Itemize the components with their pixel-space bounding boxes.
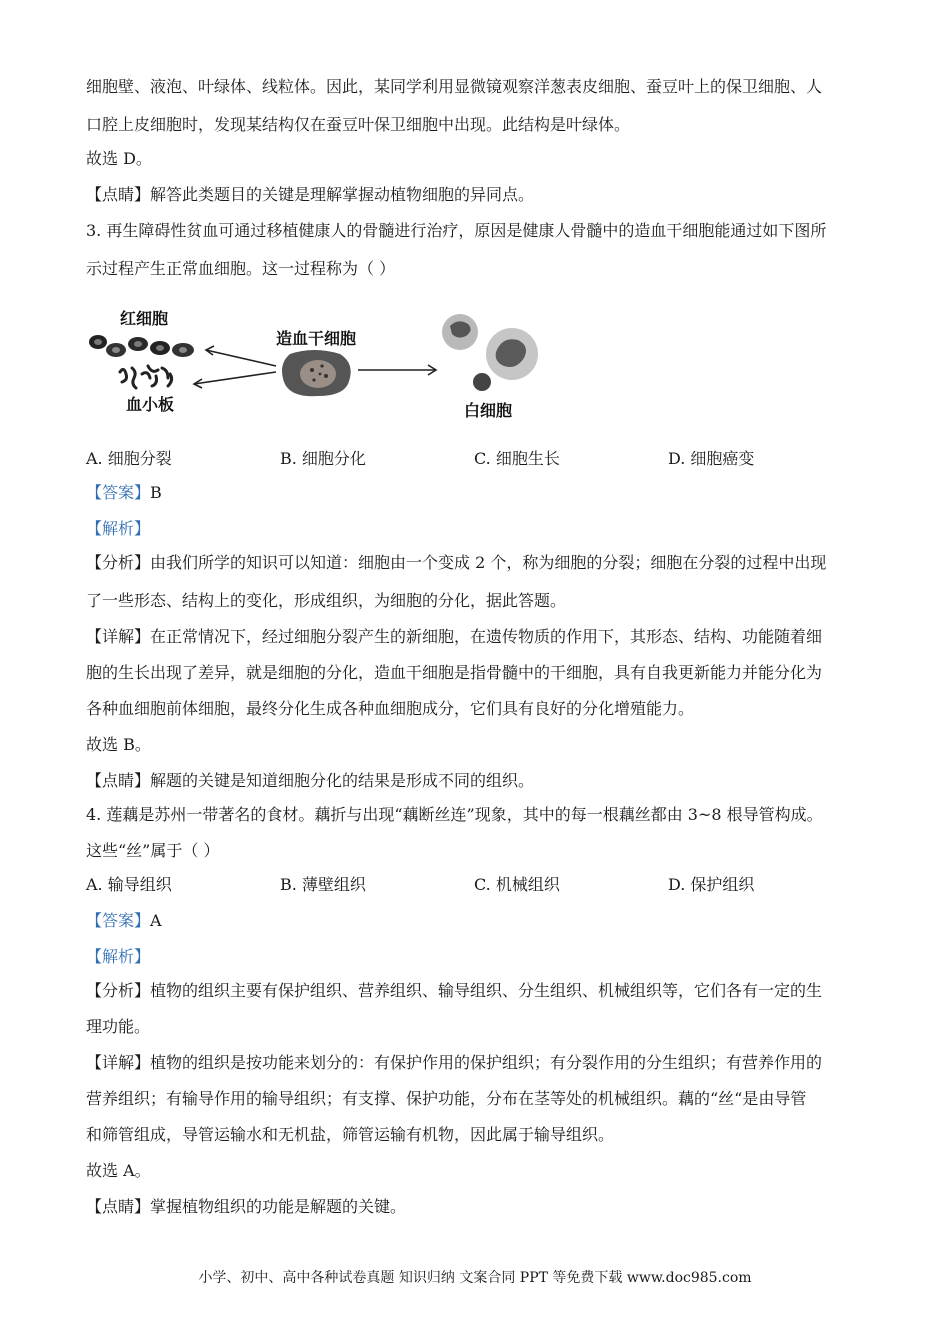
xiangjie-tag: 【详解】 <box>86 627 151 646</box>
text-line: 营养组织；有输导作用的输导组织；有支撑、保护功能，分布在茎等处的机械组织。藕的“丝“是由导管 <box>86 1089 807 1108</box>
dianjing-text: 解答此类题目的关键是理解掌握动植物细胞的异同点。 <box>150 185 535 204</box>
fenxi-text: 由我们所学的知识可以知道：细胞由一个变成 2 个，称为细胞的分裂；细胞在分裂的过程中出现 <box>150 553 827 572</box>
q3-answer-line <box>86 482 162 504</box>
q3-xiangjie-line <box>86 626 822 648</box>
question-4-stem: 4. 莲藕是苏州一带著名的食材。藕折与出现“藕断丝连”现象，其中的每一根藕丝都由 3~8 根导管构成。 <box>86 805 823 824</box>
question-3-stem: 示过程产生正常血细胞。这一过程称为（ ） <box>86 259 396 278</box>
xiangjie-text: 植物的组织是按功能来划分的：有保护作用的保护组织；有分裂作用的分生组织；有营养作用的 <box>150 1053 823 1072</box>
dianjing-text: 掌握植物组织的功能是解题的关键。 <box>150 1197 407 1216</box>
blood-cell-differentiation-figure <box>86 304 556 434</box>
q3-dianjing-line <box>86 770 534 792</box>
answer-tag: 【答案】 <box>86 911 151 930</box>
text-line: 故选 D。 <box>86 149 152 168</box>
fenxi-tag: 【分析】 <box>86 981 151 1000</box>
dianjing-tag: 【点睛】 <box>86 1197 151 1216</box>
q3-option-a: A. 细胞分裂 <box>86 449 172 468</box>
answer-tag: 【答案】 <box>86 483 151 502</box>
q4-option-a: A. 输导组织 <box>86 875 172 894</box>
dianjing-line <box>86 184 534 206</box>
q4-option-c: C. 机械组织 <box>474 875 560 894</box>
text-line: 口腔上皮细胞时，发现某结构仅在蚕豆叶保卫细胞中出现。此结构是叶绿体。 <box>86 115 631 134</box>
label-red-cell: 红细胞 <box>120 309 169 328</box>
page-footer: 小学、初中、高中各种试卷真题 知识归纳 文案合同 PPT 等免费下载 www.doc985.com <box>198 1270 752 1286</box>
answer-value: A <box>150 911 162 930</box>
text-line: 细胞壁、液泡、叶绿体、线粒体。因此，某同学利用显微镜观察洋葱表皮细胞、蚕豆叶上的保卫细胞、人 <box>86 77 823 96</box>
dianjing-tag: 【点睛】 <box>86 771 151 790</box>
analysis-tag: 【解析】 <box>86 947 151 966</box>
label-white-cell: 白细胞 <box>464 401 513 420</box>
q4-answer-line <box>86 910 162 932</box>
question-3-stem: 3. 再生障碍性贫血可通过移植健康人的骨髓进行治疗，原因是健康人骨髓中的造血干细胞能通过如下图所 <box>86 221 827 240</box>
differentiation-diagram <box>86 304 556 434</box>
q4-fenxi-line <box>86 980 822 1002</box>
q4-option-b: B. 薄壁组织 <box>280 875 366 894</box>
arrow-right <box>358 365 436 375</box>
q3-option-c: C. 细胞生长 <box>474 449 560 468</box>
xiangjie-text: 在正常情况下，经过细胞分裂产生的新细胞，在遗传物质的作用下，其形态、结构、功能随着细 <box>150 627 823 646</box>
q4-xiangjie-line <box>86 1052 822 1074</box>
text-line: 故选 A。 <box>86 1161 151 1180</box>
text-line: 了一些形态、结构上的变化，形成组织，为细胞的分化，据此答题。 <box>86 591 567 610</box>
label-platelet: 血小板 <box>126 395 175 414</box>
analysis-tag: 【解析】 <box>86 519 151 538</box>
dianjing-text: 解题的关键是知道细胞分化的结果是形成不同的组织。 <box>150 771 535 790</box>
text-line: 各种血细胞前体细胞，最终分化生成各种血细胞成分，它们具有良好的分化增殖能力。 <box>86 699 695 718</box>
question-4-stem: 这些“丝”属于（ ） <box>86 841 220 860</box>
text-line: 胞的生长出现了差异，就是细胞的分化，造血干细胞是指骨髓中的干细胞，具有自我更新能力并能分化为 <box>86 663 823 682</box>
text-line: 理功能。 <box>86 1017 151 1036</box>
red-blood-cells <box>89 335 194 357</box>
hematopoietic-stem-cell <box>282 350 351 396</box>
q3-option-b: B. 细胞分化 <box>280 449 366 468</box>
label-stem-cell: 造血干细胞 <box>276 329 357 348</box>
answer-value: B <box>150 483 162 502</box>
q3-fenxi-line <box>86 552 826 574</box>
fenxi-text: 植物的组织主要有保护组织、营养组织、输导组织、分生组织、机械组织等，它们各有一定的生 <box>150 981 823 1000</box>
fenxi-tag: 【分析】 <box>86 553 151 572</box>
text-line: 和筛管组成，导管运输水和无机盐，筛管运输有机物，因此属于输导组织。 <box>86 1125 615 1144</box>
white-blood-cells <box>442 314 538 391</box>
q4-option-d: D. 保护组织 <box>668 875 755 894</box>
text-line: 故选 B。 <box>86 735 151 754</box>
platelets <box>120 366 172 388</box>
arrows-left <box>194 346 276 388</box>
dianjing-tag: 【点睛】 <box>86 185 151 204</box>
xiangjie-tag: 【详解】 <box>86 1053 151 1072</box>
q3-option-d: D. 细胞癌变 <box>668 449 755 468</box>
q4-dianjing-line <box>86 1196 406 1218</box>
